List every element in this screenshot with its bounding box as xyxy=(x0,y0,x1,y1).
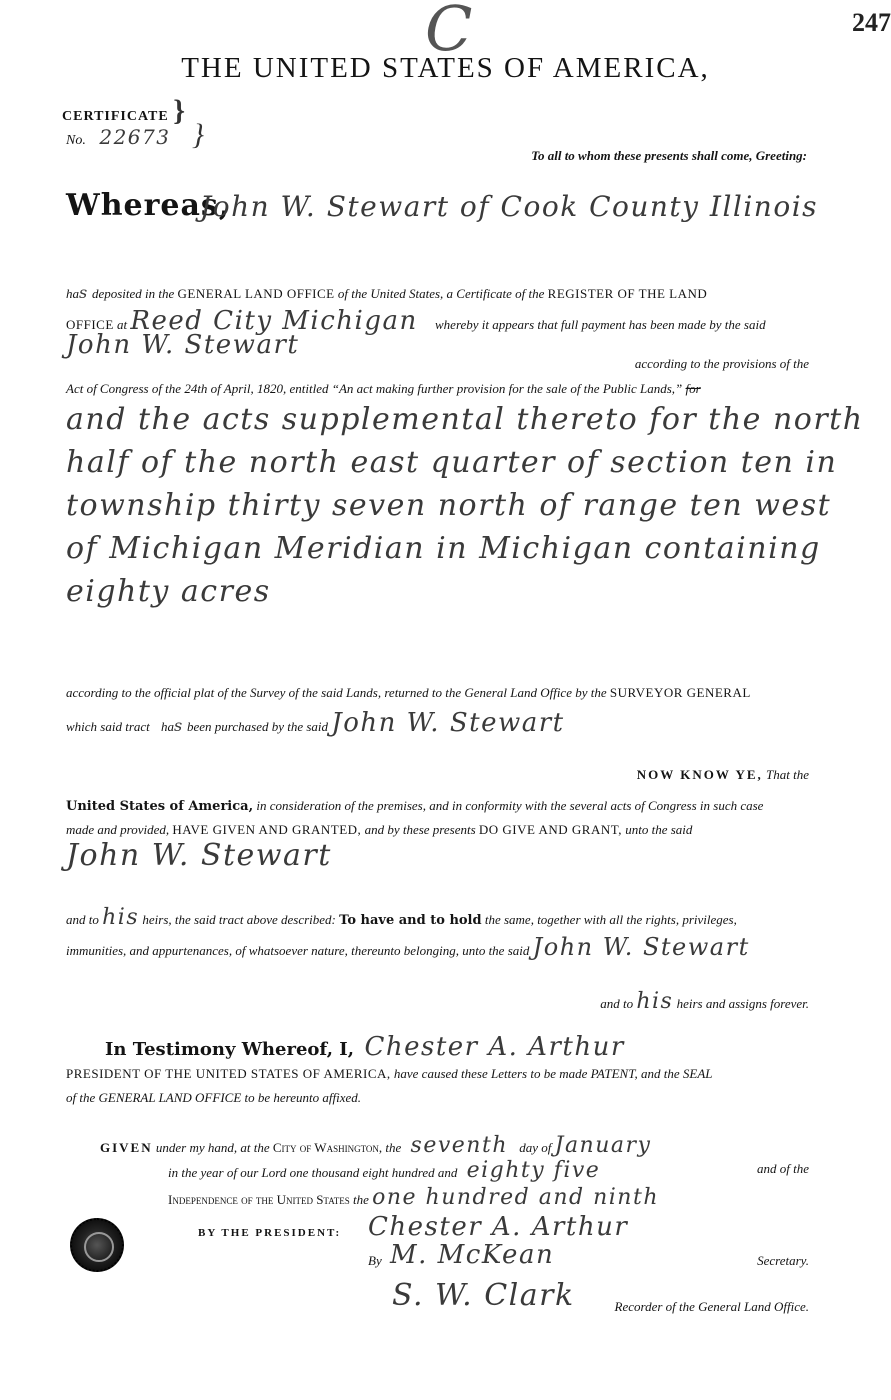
deposit-line-1 xyxy=(66,283,707,302)
heirs-line xyxy=(66,905,737,930)
whereas-name-place: John W. Stewart of Cook County Illinois xyxy=(200,190,819,223)
consideration-text: in consideration of the premises, and in conformity with the several acts of Congress in such case xyxy=(256,798,764,813)
to-have-and-hold: To have and to hold xyxy=(339,913,482,928)
president-line xyxy=(66,1066,713,1082)
president-name-handwritten: Chester A. Arthur xyxy=(364,1032,625,1062)
tract-ha-prefix: ha xyxy=(161,719,175,734)
land-description xyxy=(66,398,864,613)
description-line: eighty acres xyxy=(66,574,271,609)
purchaser-name: John W. Stewart xyxy=(331,708,565,738)
president-signature: Chester A. Arthur xyxy=(368,1212,629,1242)
given-line xyxy=(100,1133,651,1158)
year-handwritten: eighty five xyxy=(466,1158,601,1183)
deposit-text-2: of the United States, a Certificate of the xyxy=(337,286,545,301)
surveyor-general-label: SURVEYOR GENERAL xyxy=(609,685,751,700)
brace-top: } xyxy=(173,94,187,127)
have-given: HAVE GIVEN AND GRANTED, xyxy=(172,822,362,837)
day-handwritten: seventh xyxy=(410,1133,508,1158)
seal-emblem xyxy=(70,1218,124,1272)
now-know-ye: NOW KNOW YE, xyxy=(636,767,763,782)
same-text: the same, together with all the rights, privileges, xyxy=(484,912,737,927)
and-of-the: and of the xyxy=(757,1161,809,1176)
pronoun-2: his xyxy=(636,989,674,1014)
deposit-ha-suffix: s xyxy=(79,283,89,302)
tract-text-b: been purchased by the said xyxy=(187,719,329,734)
of-the: of the xyxy=(66,1090,96,1105)
seal-label: SEAL xyxy=(682,1066,713,1081)
plat-text: according to the official plat of the Survey of the said Lands, returned to the General Land Office by the xyxy=(66,685,607,700)
the-label-2: the xyxy=(352,1192,369,1207)
testimony-label: In Testimony Whereof, I, xyxy=(105,1039,354,1060)
secretary-label: Secretary. xyxy=(757,1253,809,1268)
and-to-2: and to xyxy=(600,996,634,1011)
affixed-text: to be hereunto affixed. xyxy=(244,1090,362,1105)
register-label: REGISTER OF THE LAND xyxy=(547,286,708,301)
whereas-label: Whereas, xyxy=(66,188,231,223)
deposit-text-1: deposited in the xyxy=(91,286,175,301)
heirs-forever: heirs and assigns forever. xyxy=(676,996,809,1011)
certificate-prefix: No. xyxy=(66,133,86,148)
and-the: and the xyxy=(641,1066,680,1081)
certificate-number: 22673 xyxy=(99,125,171,149)
tract-ha-suffix: s xyxy=(174,716,184,735)
made-provided: made and provided, xyxy=(66,822,170,837)
glo-line xyxy=(66,1090,361,1106)
tract-line xyxy=(66,708,565,738)
greeting: To all to whom these presents shall come, Greeting: xyxy=(531,148,807,163)
land-office-location: Reed City Michigan xyxy=(130,306,418,336)
unto-the-said: unto the said xyxy=(625,822,693,837)
year-text: in the year of our Lord one thousand eight hundred and xyxy=(168,1165,458,1180)
independence-label: Independence of the United States xyxy=(168,1192,350,1207)
pronoun: his xyxy=(102,905,140,930)
year-line xyxy=(168,1158,600,1183)
patent-label: PATENT, xyxy=(590,1066,638,1081)
act-text: Act of Congress of the 24th of April, 1820, entitled xyxy=(66,381,329,396)
description-line: and the acts supplemental thereto for the north xyxy=(66,402,864,437)
whereby-text: whereby it appears that full payment has been made by the said xyxy=(435,317,766,332)
grantee-name-2: John W. Stewart xyxy=(532,933,750,961)
description-line: half of the north east quarter of section ten in xyxy=(66,445,838,480)
glo-label: GENERAL LAND OFFICE xyxy=(98,1090,242,1105)
city-label: City of Washington, xyxy=(272,1140,383,1155)
description-line: township thirty seven north of range ten west xyxy=(66,488,832,523)
consideration-line xyxy=(66,798,763,814)
immunities-line xyxy=(66,933,750,961)
president-caps: PRESIDENT OF THE UNITED STATES OF AMERICA, xyxy=(66,1066,391,1081)
immunities-text: immunities, and appurtenances, of whatsoever nature, thereunto belonging, unto the said xyxy=(66,943,530,958)
handwritten-top-mark: C xyxy=(425,0,474,65)
now-know-ye-line xyxy=(637,767,809,783)
and-to: and to xyxy=(66,912,99,927)
according-text: according to the provisions of the xyxy=(634,356,809,371)
and-by: and by these presents xyxy=(364,822,476,837)
page-number: 247 xyxy=(852,8,891,37)
document-title: THE UNITED STATES OF AMERICA, xyxy=(181,52,710,84)
struck-for: for xyxy=(685,381,701,396)
by-president-label: BY THE PRESIDENT: xyxy=(198,1227,342,1239)
certificate-label-text: CERTIFICATE xyxy=(62,109,169,124)
tract-text-a: which said tract xyxy=(66,719,150,734)
brace-bottom: } xyxy=(191,118,204,151)
secretary-signature: M. McKean xyxy=(390,1240,555,1270)
heirs-text: heirs, the said tract above described: xyxy=(142,912,336,927)
usa-blackletter: United States of America, xyxy=(66,799,254,814)
claimant-name: John W. Stewart xyxy=(66,330,300,360)
by-label: By xyxy=(368,1253,382,1268)
deposit-ha-prefix: ha xyxy=(66,286,79,301)
month-handwritten: January xyxy=(554,1133,652,1158)
under-hand: under my hand, at the xyxy=(155,1140,270,1155)
description-line: of Michigan Meridian in Michigan containing xyxy=(66,531,821,566)
independence-handwritten: one hundred and ninth xyxy=(372,1185,659,1210)
certificate-number-line xyxy=(66,118,204,152)
general-land-office-label: GENERAL LAND OFFICE xyxy=(177,286,335,301)
grantee-name: John W. Stewart xyxy=(66,838,332,873)
do-give: DO GIVE AND GRANT, xyxy=(478,822,622,837)
recorder-label: Recorder of the General Land Office. xyxy=(614,1299,809,1314)
office-label: OFFICE xyxy=(66,317,114,332)
act-title: “An act making further provision for the sale of the Public Lands,” xyxy=(331,381,683,396)
at-text: at xyxy=(117,317,128,332)
heirs-forever-line xyxy=(600,989,809,1014)
given-label: GIVEN xyxy=(100,1140,153,1155)
the-label: the xyxy=(385,1140,402,1155)
act-line xyxy=(66,381,701,397)
caused-text: have caused these Letters to be made xyxy=(393,1066,588,1081)
plat-line xyxy=(66,685,751,701)
recorder-signature: S. W. Clark xyxy=(392,1278,575,1313)
independence-line xyxy=(168,1185,659,1210)
day-of-label: day of xyxy=(519,1140,552,1155)
testimony-line xyxy=(105,1032,625,1062)
that-the: That the xyxy=(766,767,809,782)
